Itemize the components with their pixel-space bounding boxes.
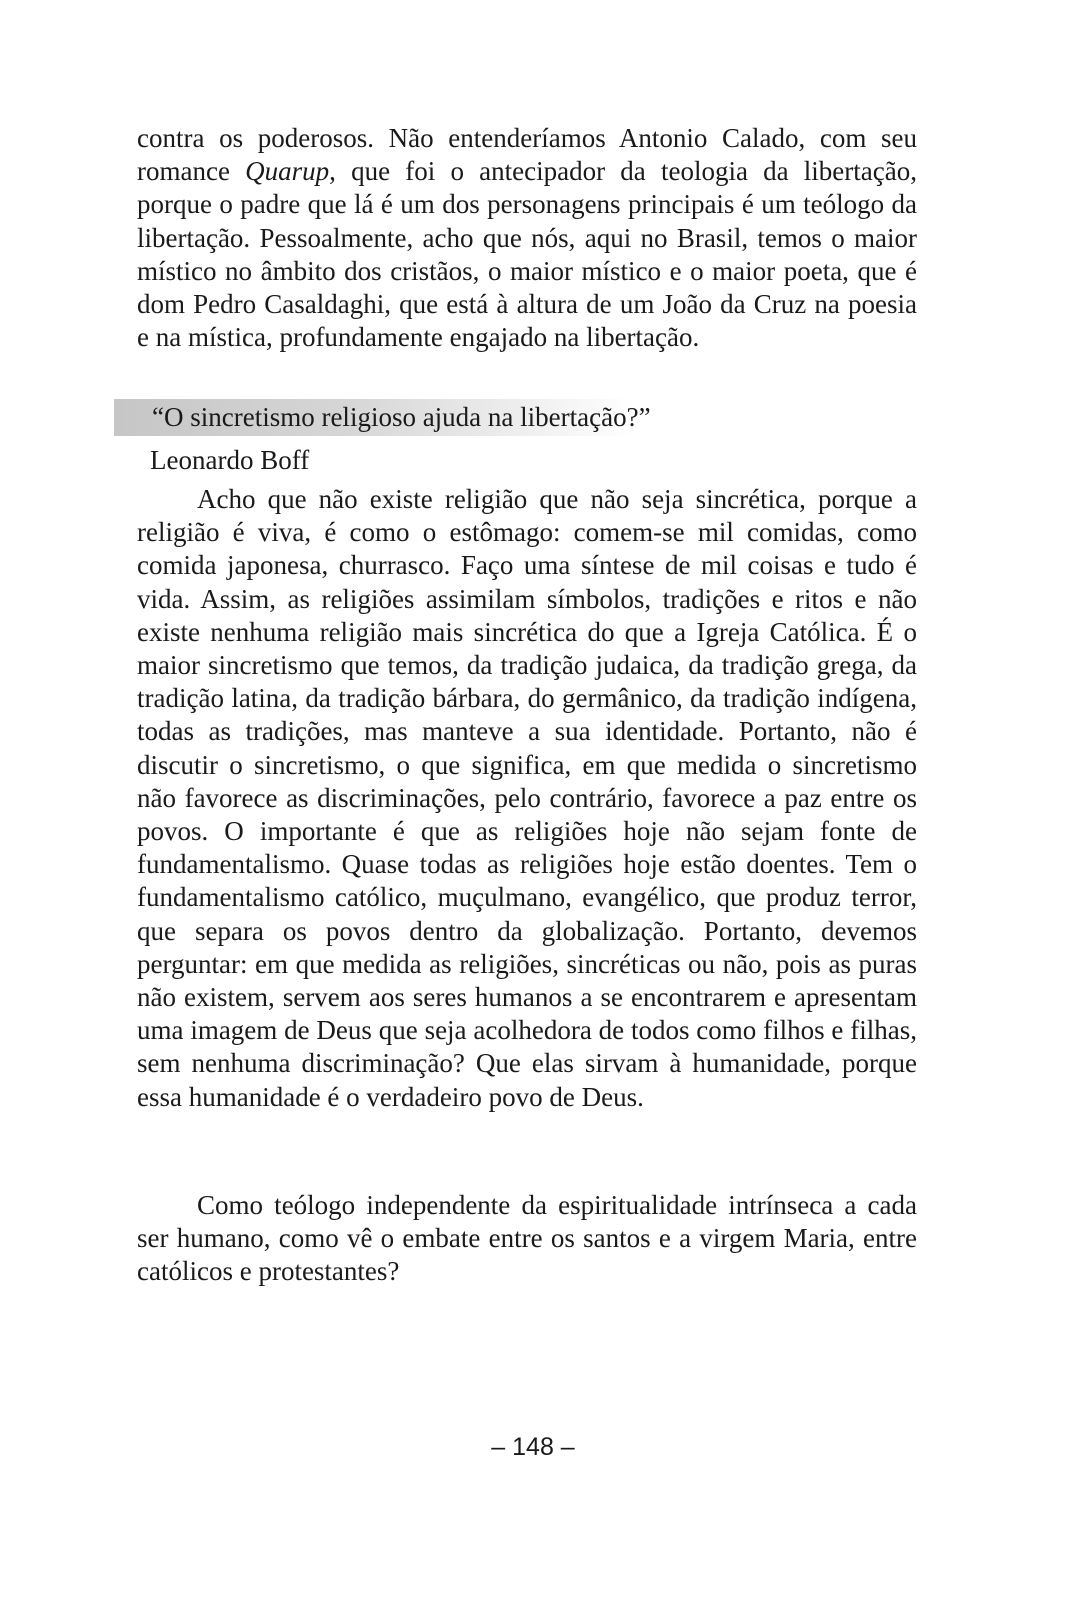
page-number: – 148 – (491, 1433, 575, 1461)
next-question-paragraph: Como teólogo independente da espiritualidade intrínseca a cada ser humano, como vê o embate entre os santos e a virgem Maria, entre católicos e protestantes? (137, 1190, 917, 1287)
answer-paragraph: Acho que não existe religião que não seja sincrética, porque a religião é viva, é como o estômago: comem-se mil comidas, como comida japonesa, churrasco. Faço uma síntese de mil coisas e tudo é vida. Assim, as religiões assimilam símbolos, tradições e ritos e não existe nenhuma religião mais sincrética do que a Igreja Católica. É o maior sincretismo que temos, da tradição judaica, da tradição grega, da tradição latina, da tradição bárbara, do germânico, da tradição indígena, todas as tradições, mas manteve a sua identidade. Portanto, não é discutir o sincretismo, o que significa, em que medida o sincretismo não favorece as discriminações, pelo contrário, favorece a paz entre os povos. O importante é que as religiões hoje não sejam fonte de fundamentalismo. Quase todas as religiões hoje estão doentes. Tem o fundamentalismo católico, muçulmano, evangélico, que produz terror, que separa os povos dentro da globalização. Portanto, devemos perguntar: em que medida as religiões, sincréticas ou não, pois as puras não existem, servem aos seres humanos a se encontrarem e apresentam uma imagem de Deus que seja acolhedora de todos como filhos e filhas, sem nenhuma discriminação? Que elas sirvam à humanidade, porque essa humanidade é o verdadeiro povo de Deus. (137, 484, 917, 1112)
interview-question: “O sincretismo religioso ajuda na libertação?” (152, 402, 651, 432)
paragraph-1-text-start: contra os poderosos. Não entenderíamos Antonio Calado, com seu romance (137, 123, 917, 187)
paragraph-1-text-end: , que foi o antecipador da teologia da libertação, porque o padre que lá é um dos personagens principais é um teólogo da libertação. Pessoalmente, acho que nós, aqui no Brasil, temos o maior místico no âmbito dos cristãos, o maior místico e o maior poeta, que é dom Pedro Casaldaghi, que está à altura de um João da Cruz na poesia e na mística, profundamente engajado na libertação. (137, 156, 917, 353)
book-title-quarup: Quarup (245, 156, 330, 187)
body-paragraph-continuation (137, 122, 917, 354)
speaker-name: Leonardo Boff (150, 445, 310, 475)
